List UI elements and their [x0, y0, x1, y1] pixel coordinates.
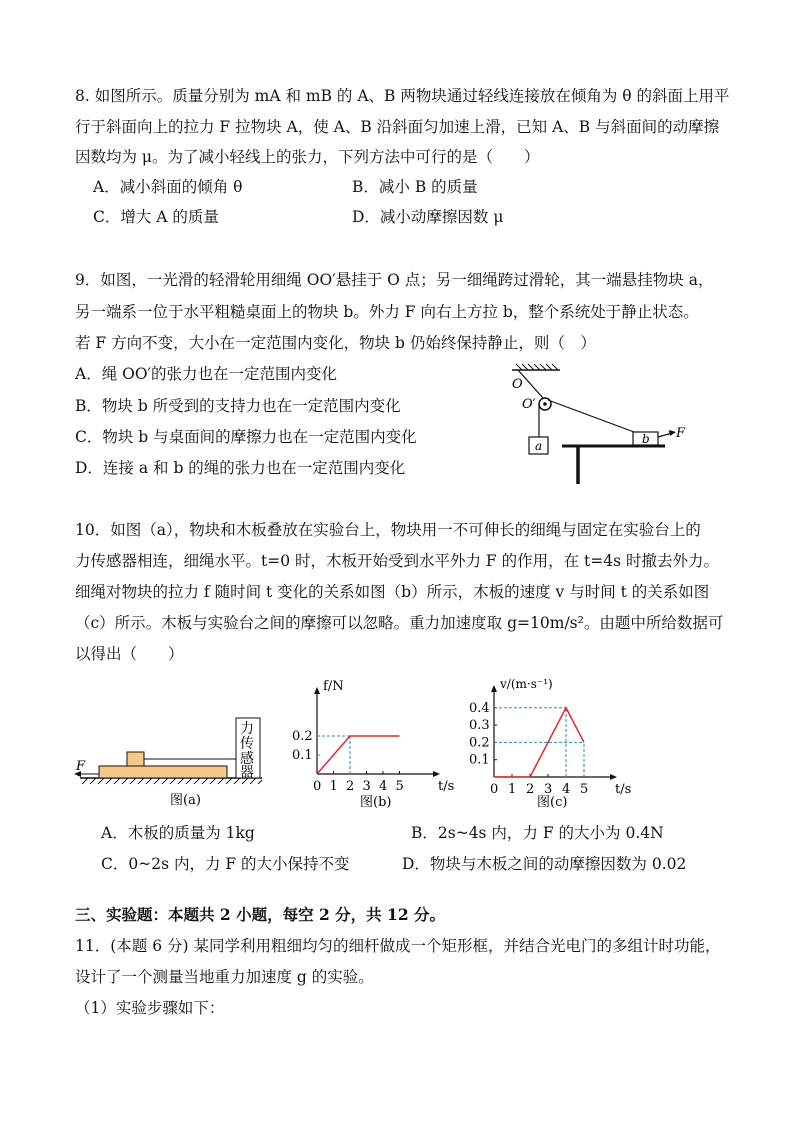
- figure-c-chart: [462, 672, 632, 814]
- label-a: a: [535, 439, 543, 453]
- q10-line-5: 以得出（ ）: [75, 645, 184, 663]
- q8-line-3: 因数均为 μ。为了减小轻线上的张力，下列方法中可行的是（ ）: [75, 148, 540, 166]
- x-tick-label: 0: [490, 782, 499, 797]
- q10-line-4: （c）所示。木板与实验台之间的摩擦可以忽略。重力加速度取 g=10m/s²。由题中所给数据可: [75, 614, 724, 632]
- figure-b-chart: [292, 678, 455, 813]
- y-tick-label: 0.1: [469, 752, 490, 768]
- y-tick-label: 0.3: [469, 718, 490, 734]
- x-axis-label: t/s: [438, 779, 455, 794]
- x-axis-label: t/s: [615, 782, 632, 797]
- y-tick-label: 0.4: [469, 700, 490, 716]
- x-tick-label: 5: [395, 779, 404, 794]
- sensor-char-1: 力: [240, 721, 254, 737]
- q8-line-1: 8. 如图所示。质量分别为 mA 和 mB 的 A、B 两物块通过轻线连接放在倾角为 θ 的斜面上用平: [75, 87, 730, 105]
- q8-option-b: B．减小 B 的质量: [352, 178, 478, 196]
- q8-option-d: D．减小动摩擦因数 μ: [352, 208, 504, 226]
- caption-b: 图(b): [360, 795, 392, 810]
- label-o-prime: O′: [522, 397, 536, 412]
- x-tick-label: 1: [329, 779, 338, 794]
- block: [127, 752, 144, 766]
- q9-option-d: D．连接 a 和 b 的绳的张力也在一定范围内变化: [75, 459, 406, 477]
- label-f: F: [76, 759, 86, 774]
- figure-a: [72, 712, 267, 812]
- q9-line-1: 9．如图，一光滑的轻滑轮用细绳 OO′悬挂于 O 点；另一细绳跨过滑轮，其一端悬挂物块 a，: [75, 271, 714, 289]
- q10-line-2: 力传感器相连，细绳水平。t=0 时，木板开始受到水平外力 F 的作用，在 t=4s 时撤去外力。: [75, 552, 720, 570]
- x-tick-label: 3: [362, 779, 371, 794]
- q8-line-2: 行于斜面向上的拉力 F 拉物块 A，使 A、B 沿斜面匀加速上滑，已知 A、B 与斜面间的动摩擦: [75, 118, 720, 136]
- x-tick-label: 4: [562, 782, 571, 797]
- q8-option-a: A．减小斜面的倾角 θ: [93, 178, 243, 196]
- caption-c: 图(c): [537, 795, 568, 810]
- x-tick-label: 1: [508, 782, 517, 797]
- series-line: [317, 736, 400, 774]
- label-f: F: [676, 426, 686, 441]
- sensor-char-2: 传: [240, 736, 254, 752]
- y-axis-label: v/(m·s⁻¹): [500, 677, 553, 691]
- q10-option-b: B．2s~4s 内，力 F 的大小为 0.4N: [411, 824, 664, 842]
- x-tick-label: 2: [346, 779, 355, 794]
- label-o: O: [512, 377, 523, 392]
- q10-line-3: 细绳对物块的拉力 f 随时间 t 变化的关系如图（b）所示，木板的速度 v 与时间 t 的关系如图: [75, 583, 710, 601]
- section-3-heading: 三、实验题：本题共 2 小题，每空 2 分，共 12 分。: [75, 905, 446, 924]
- q9-option-c: C．物块 b 与桌面间的摩擦力也在一定范围内变化: [75, 428, 417, 446]
- y-tick-label: 0.1: [292, 748, 313, 763]
- q11-line-2: 设计了一个测量当地重力加速度 g 的实验。: [75, 968, 374, 986]
- x-tick-label: 4: [379, 779, 388, 794]
- q9-line-2: 另一端系一位于水平粗糙桌面上的物块 b。外力 F 向右上方拉 b，整个系统处于静止状态。: [75, 303, 699, 321]
- q9-option-a: A．绳 OO′的张力也在一定范围内变化: [75, 365, 338, 383]
- q9-pulley-figure: [490, 362, 700, 487]
- x-tick-label: 0: [313, 779, 322, 794]
- x-tick-label: 2: [526, 782, 535, 797]
- q8-option-c: C．增大 A 的质量: [93, 208, 219, 226]
- q10-option-c: C．0~2s 内，力 F 的大小保持不变: [101, 855, 350, 873]
- x-tick-label: 5: [580, 782, 589, 797]
- label-b: b: [642, 432, 650, 446]
- wooden-board: [99, 766, 227, 778]
- sensor-char-3: 感: [240, 751, 254, 767]
- q10-option-a: A．木板的质量为 1kg: [101, 824, 255, 842]
- sensor-char-4: 器: [240, 765, 254, 781]
- q10-line-1: 10．如图（a），物块和木板叠放在实验台上，物块用一不可伸长的细绳与固定在实验台上的: [75, 521, 701, 539]
- y-axis-label: f/N: [323, 679, 344, 694]
- x-tick-label: 3: [544, 782, 553, 797]
- q10-option-d: D．物块与木板之间的动摩擦因数为 0.02: [402, 855, 687, 873]
- q9-line-3: 若 F 方向不变，大小在一定范围内变化，物块 b 仍始终保持静止，则（ ）: [75, 334, 596, 352]
- y-tick-label: 0.2: [292, 729, 313, 744]
- q11-line-1: 11．(本题 6 分) 某同学利用粗细均匀的细杆做成一个矩形框，并结合光电门的多组计时功能，: [75, 937, 721, 955]
- y-tick-label: 0.2: [469, 735, 490, 751]
- q9-option-b: B．物块 b 所受到的支持力也在一定范围内变化: [75, 397, 401, 415]
- q11-line-3: （1）实验步骤如下：: [75, 999, 225, 1017]
- caption-a: 图(a): [170, 793, 201, 808]
